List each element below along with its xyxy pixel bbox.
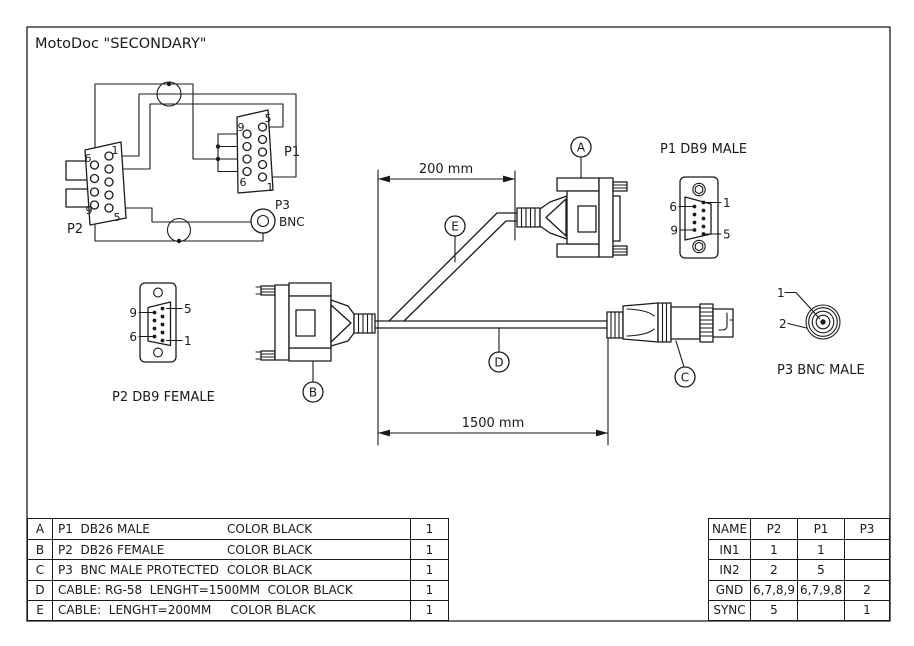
cable-d <box>375 321 611 328</box>
part-desc-text: P2 DB26 FEMALE <box>58 542 165 557</box>
bnc-center-pin <box>820 319 825 324</box>
header-cell: P1 <box>798 519 845 539</box>
p1-pin <box>243 155 251 163</box>
table-row <box>709 580 889 600</box>
table-row <box>28 519 448 539</box>
part-qty: 1 <box>425 603 434 618</box>
connector-a <box>517 178 627 257</box>
p2-pin <box>91 161 99 169</box>
p1-pin-label: 5 <box>264 112 272 125</box>
p2-pin <box>91 175 99 183</box>
header-cell: P3 <box>859 522 875 537</box>
part-qty: 1 <box>425 542 434 557</box>
part-id: B <box>28 540 53 559</box>
p1-pin-label: 5 <box>723 227 731 242</box>
p1-pin <box>243 168 251 176</box>
dsub-flange <box>613 196 620 241</box>
dim-1500mm-label: 1500 mm <box>461 416 525 431</box>
p2-detail <box>112 283 215 405</box>
pin-cell <box>845 560 889 579</box>
wire-shield <box>95 225 263 241</box>
p2-pin-label: 9 <box>85 204 93 217</box>
table-row <box>28 539 448 559</box>
pin-cell <box>845 540 889 559</box>
balloon-a-label: A <box>576 140 586 155</box>
part-qty: 1 <box>425 583 434 598</box>
part-desc <box>53 540 411 559</box>
part-color-text: COLOR BLACK <box>227 522 313 537</box>
part-desc <box>53 519 411 539</box>
pin-cell <box>798 601 845 620</box>
p1-pin-label: 9 <box>237 121 245 134</box>
part-desc <box>53 560 411 579</box>
part-desc <box>53 601 411 620</box>
p3-schematic-body <box>251 209 275 233</box>
thumbscrew <box>261 286 275 295</box>
hood-window <box>578 206 596 232</box>
page-title: MotoDoc "SECONDARY" <box>35 36 207 52</box>
dim-200mm-label: 200 mm <box>418 162 474 177</box>
strain-relief <box>517 208 540 227</box>
part-id: A <box>28 519 53 539</box>
bnc-tip <box>713 309 733 337</box>
p1-detail-title: P1 DB9 MALE <box>660 142 748 157</box>
hood-window <box>296 310 315 336</box>
part-color-text: COLOR BLACK <box>227 562 313 577</box>
arrowhead <box>378 176 390 183</box>
part-id: C <box>28 560 53 579</box>
part-qty: 1 <box>425 562 434 577</box>
part-desc <box>53 581 411 600</box>
signal-name: IN2 <box>709 560 751 579</box>
flange-plate <box>599 178 613 257</box>
flange-plate <box>275 285 289 360</box>
hood-bottom <box>289 348 331 361</box>
p1-pin <box>259 173 267 181</box>
header-cell: NAME <box>709 519 751 539</box>
p1-pin <box>259 148 267 156</box>
table-row <box>28 580 448 600</box>
pin-cell: 2 <box>863 583 871 598</box>
p2-pin-label: 9 <box>129 306 137 320</box>
pin-cell: 5 <box>751 601 798 620</box>
balloon-d <box>489 328 509 372</box>
p2-detail-title: P2 DB9 FEMALE <box>112 390 215 405</box>
balloon-e-label: E <box>451 219 459 234</box>
p1-face <box>680 177 718 258</box>
table-row <box>709 600 889 620</box>
balloon-d-label: D <box>494 355 504 370</box>
signal-name: GND <box>709 581 751 600</box>
pin-cell: 1 <box>798 540 845 559</box>
p2-pin-label: 1 <box>111 144 119 157</box>
part-qty: 1 <box>425 522 434 537</box>
signal-name: IN1 <box>709 540 751 559</box>
p1-detail <box>660 142 747 258</box>
junction-dot <box>167 82 171 86</box>
pin-cell: 1 <box>751 540 798 559</box>
p2-pin <box>105 191 113 199</box>
part-desc-text: CABLE: LENGHT=200MM COLOR BLACK <box>58 603 316 618</box>
p2-pin <box>105 165 113 173</box>
p1-label: P1 <box>284 145 301 160</box>
p2-pin <box>91 188 99 196</box>
arrowhead <box>378 430 390 437</box>
thumbscrew <box>613 182 627 191</box>
arrowhead <box>596 430 608 437</box>
part-desc-text: CABLE: RG-58 LENGHT=1500MM COLOR BLACK <box>58 583 353 598</box>
ring-band <box>658 303 671 342</box>
hood-bottom <box>557 244 599 257</box>
p3-pin-label: 2 <box>779 317 787 331</box>
pin-cell: 1 <box>863 603 871 618</box>
pin-cell: 6,7,8,9 <box>751 581 798 600</box>
wiring-schematic <box>66 82 305 243</box>
wire-sync <box>113 208 251 222</box>
p1-pin <box>259 161 267 169</box>
p1-pin-label: 6 <box>239 176 247 189</box>
parts-table <box>27 518 449 621</box>
p2-pin-label: 5 <box>113 211 121 224</box>
p2-label: P2 <box>66 222 84 237</box>
connector-b <box>256 283 375 361</box>
thumbscrew <box>261 351 275 360</box>
bnc-body <box>671 307 700 339</box>
p2-pin <box>105 178 113 186</box>
connector-c-bnc <box>607 303 733 342</box>
p3-label: P3 <box>275 198 290 212</box>
junction-dot <box>216 144 220 148</box>
part-color-text: COLOR BLACK <box>227 542 313 557</box>
hood-top <box>557 178 599 191</box>
p3-pin-label: 1 <box>777 286 785 300</box>
p3-sub-label: BNC <box>279 215 305 229</box>
p2-pin-label: 6 <box>129 330 137 344</box>
table-row <box>28 600 448 620</box>
part-desc-text: P1 DB26 MALE <box>58 522 150 537</box>
hood-top <box>289 283 331 296</box>
pin-assignment-table <box>708 518 890 621</box>
pin-cell: 5 <box>798 560 845 579</box>
p1-pin-label: 6 <box>669 200 677 214</box>
p1-pin-label: 1 <box>723 196 731 210</box>
signal-name: SYNC <box>709 601 751 620</box>
pin-cell: 2 <box>751 560 798 579</box>
balloon-c-label: C <box>680 370 690 385</box>
table-header-row <box>709 519 889 539</box>
part-id: D <box>28 581 53 600</box>
cable-assembly-drawing <box>256 137 733 445</box>
p2-pin-label: 1 <box>184 334 192 348</box>
balloon-e <box>445 216 465 262</box>
p2-pin <box>105 204 113 212</box>
pin-cell: 6,7,9,8 <box>798 581 845 600</box>
p2-pin-label: 6 <box>84 152 92 165</box>
arrowhead <box>503 176 515 183</box>
balloon-c <box>675 341 695 387</box>
junction-dot <box>177 239 181 243</box>
balloon-a <box>571 137 591 178</box>
part-desc-text: P3 BNC MALE PROTECTED <box>58 562 220 577</box>
part-id: E <box>28 601 53 620</box>
table-row <box>709 539 889 559</box>
p1-pin <box>259 136 267 144</box>
table-row <box>28 559 448 579</box>
p1-pin-label: 9 <box>670 223 678 238</box>
header-cell: P2 <box>751 519 798 539</box>
balloon-b <box>303 361 323 402</box>
table-row <box>709 559 889 579</box>
balloon-b-label: B <box>308 385 318 400</box>
junction-dot <box>216 157 220 161</box>
p3-detail <box>777 286 865 378</box>
p2-pin-label: 5 <box>184 302 192 316</box>
thumbscrew <box>613 246 627 255</box>
p1-pin <box>243 143 251 151</box>
p3-detail-title: P3 BNC MALE <box>777 363 865 378</box>
p1-pin-label: 1 <box>266 181 274 194</box>
